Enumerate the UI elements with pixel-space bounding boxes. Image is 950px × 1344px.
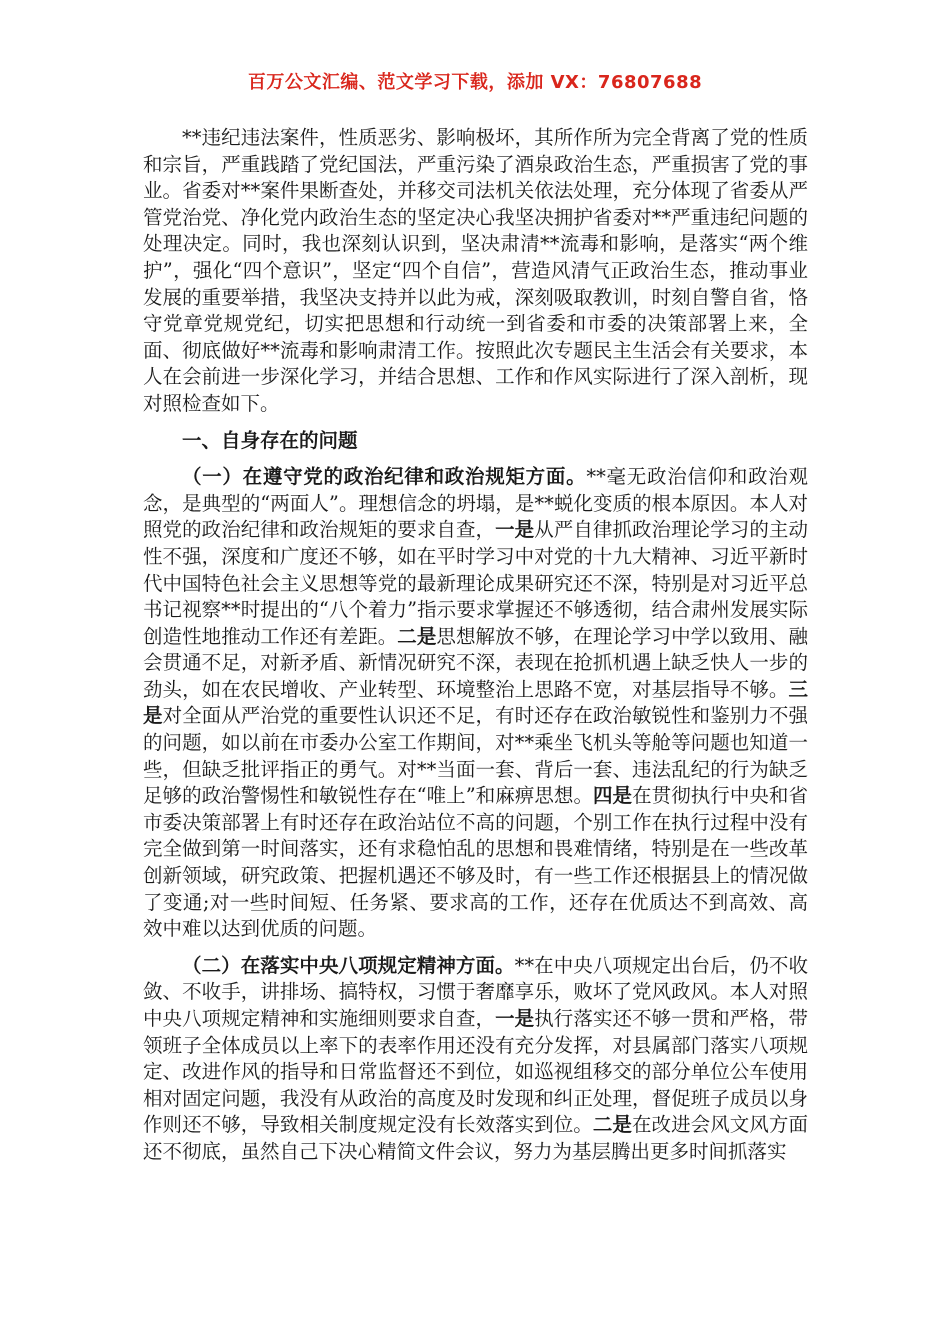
section-title: 一、自身存在的问题	[182, 428, 358, 452]
subsection-paragraph-2: （二）在落实中央八项规定精神方面。**在中央八项规定出台后，仍不收敛、不收手，讲排场、搞特权，习惯于奢靡享乐，败坏了党风政风。本人对照中央八项规定精神和实施细则要求自查，一是执行落实还不够一贯和严格，带领班子全体成员以上率下的表率作用还没有充分发挥，对县属部门落实八项规定、改进作风的指导和日常监督还不到位，如巡视组移交的部分单位公车使用相对固定问题，我没有从政治的高度及时发现和纠正处理，督促班子成员以身作则还不够，导致相关制度规定没有长效落实到位。二是在改进会风文风方面还不彻底，虽然自己下决心精简文件会议，努力为基层腾出更多时间抓落实	[143, 953, 808, 1163]
watermark-header: 百万公文汇编、范文学习下载，添加 VX：76807688	[247, 72, 703, 93]
subsection-heading-2: （二）在落实中央八项规定精神方面。	[182, 953, 515, 977]
document-body	[143, 125, 808, 1166]
subsection-heading-1: （一）在遵守党的政治纪律和政治规矩方面。	[182, 465, 587, 489]
subsection-paragraph-1: （一）在遵守党的政治纪律和政治规矩方面。**毫无政治信仰和政治观念，是典型的“两面人”。理想信念的坍塌，是**蜕化变质的根本原因。本人对照党的政治纪律和政治规矩的要求自查，一是从严自律抓政治理论学习的主动性不强，深度和广度还不够，如在平时学习中对党的十九大精神、习近平新时代中国特色社会主义思想等党的最新理论成果研究还不深，特别是对习近平总书记视察**时提出的“八个着力”指示要求掌握还不够透彻，结合肃州发展实际创造性地推动工作还有差距。二是思想解放不够，在理论学习中学以致用、融会贯通不足，对新矛盾、新情况研究不深，表现在抢抓机遇上缺乏快人一步的劲头，如在农民增收、产业转型、环境整治上思路不宽，对基层指导不够。三是对全面从严治党的重要性认识还不足，有时还存在政治敏锐性和鉴别力不强的问题，如以前在市委办公室工作期间，对**乘坐飞机头等舱等问题也知道一些，但缺乏批评指正的勇气。对**当面一套、背后一套、违法乱纪的行为缺乏足够的政治警惕性和敏锐性存在“唯上”和麻痹思想。四是在贯彻执行中央和省市委决策部署上有时还存在政治站位不高的问题，个别工作在执行过程中没有完全做到第一时间落实，还有求稳怕乱的思想和畏难情绪，特别是在一些改革创新领域，研究政策、把握机遇还不够及时，有一些工作还根据县上的情况做了变通;对一些时间短、任务紧、要求高的工作，还存在优质达不到高效、高效中难以达到优质的问题。	[143, 465, 808, 941]
intro-paragraph: **违纪违法案件，性质恶劣、影响极坏，其所作所为完全背离了党的性质和宗旨，严重践踏了党纪国法，严重污染了酒泉政治生态，严重损害了党的事业。省委对**案件果断查处，并移交司法机关依法处理，充分体现了省委从严管党治党、净化党内政治生态的坚定决心我坚决拥护省委对**严重违纪问题的处理决定。同时，我也深刻认识到，坚决肃清**流毒和影响，是落实“两个维护”，强化“四个意识”，坚定“四个自信”，营造风清气正政治生态，推动事业发展的重要举措，我坚决支持并以此为戒，深刻吸取教训，时刻自警自省，恪守党章党规党纪，切实把思想和行动统一到省委和市委的决策部署上来，全面、彻底做好**流毒和影响肃清工作。按照此次专题民主生活会有关要求，本人在会前进一步深化学习，并结合思想、工作和作风实际进行了深入剖析，现对照检查如下。	[143, 126, 808, 415]
